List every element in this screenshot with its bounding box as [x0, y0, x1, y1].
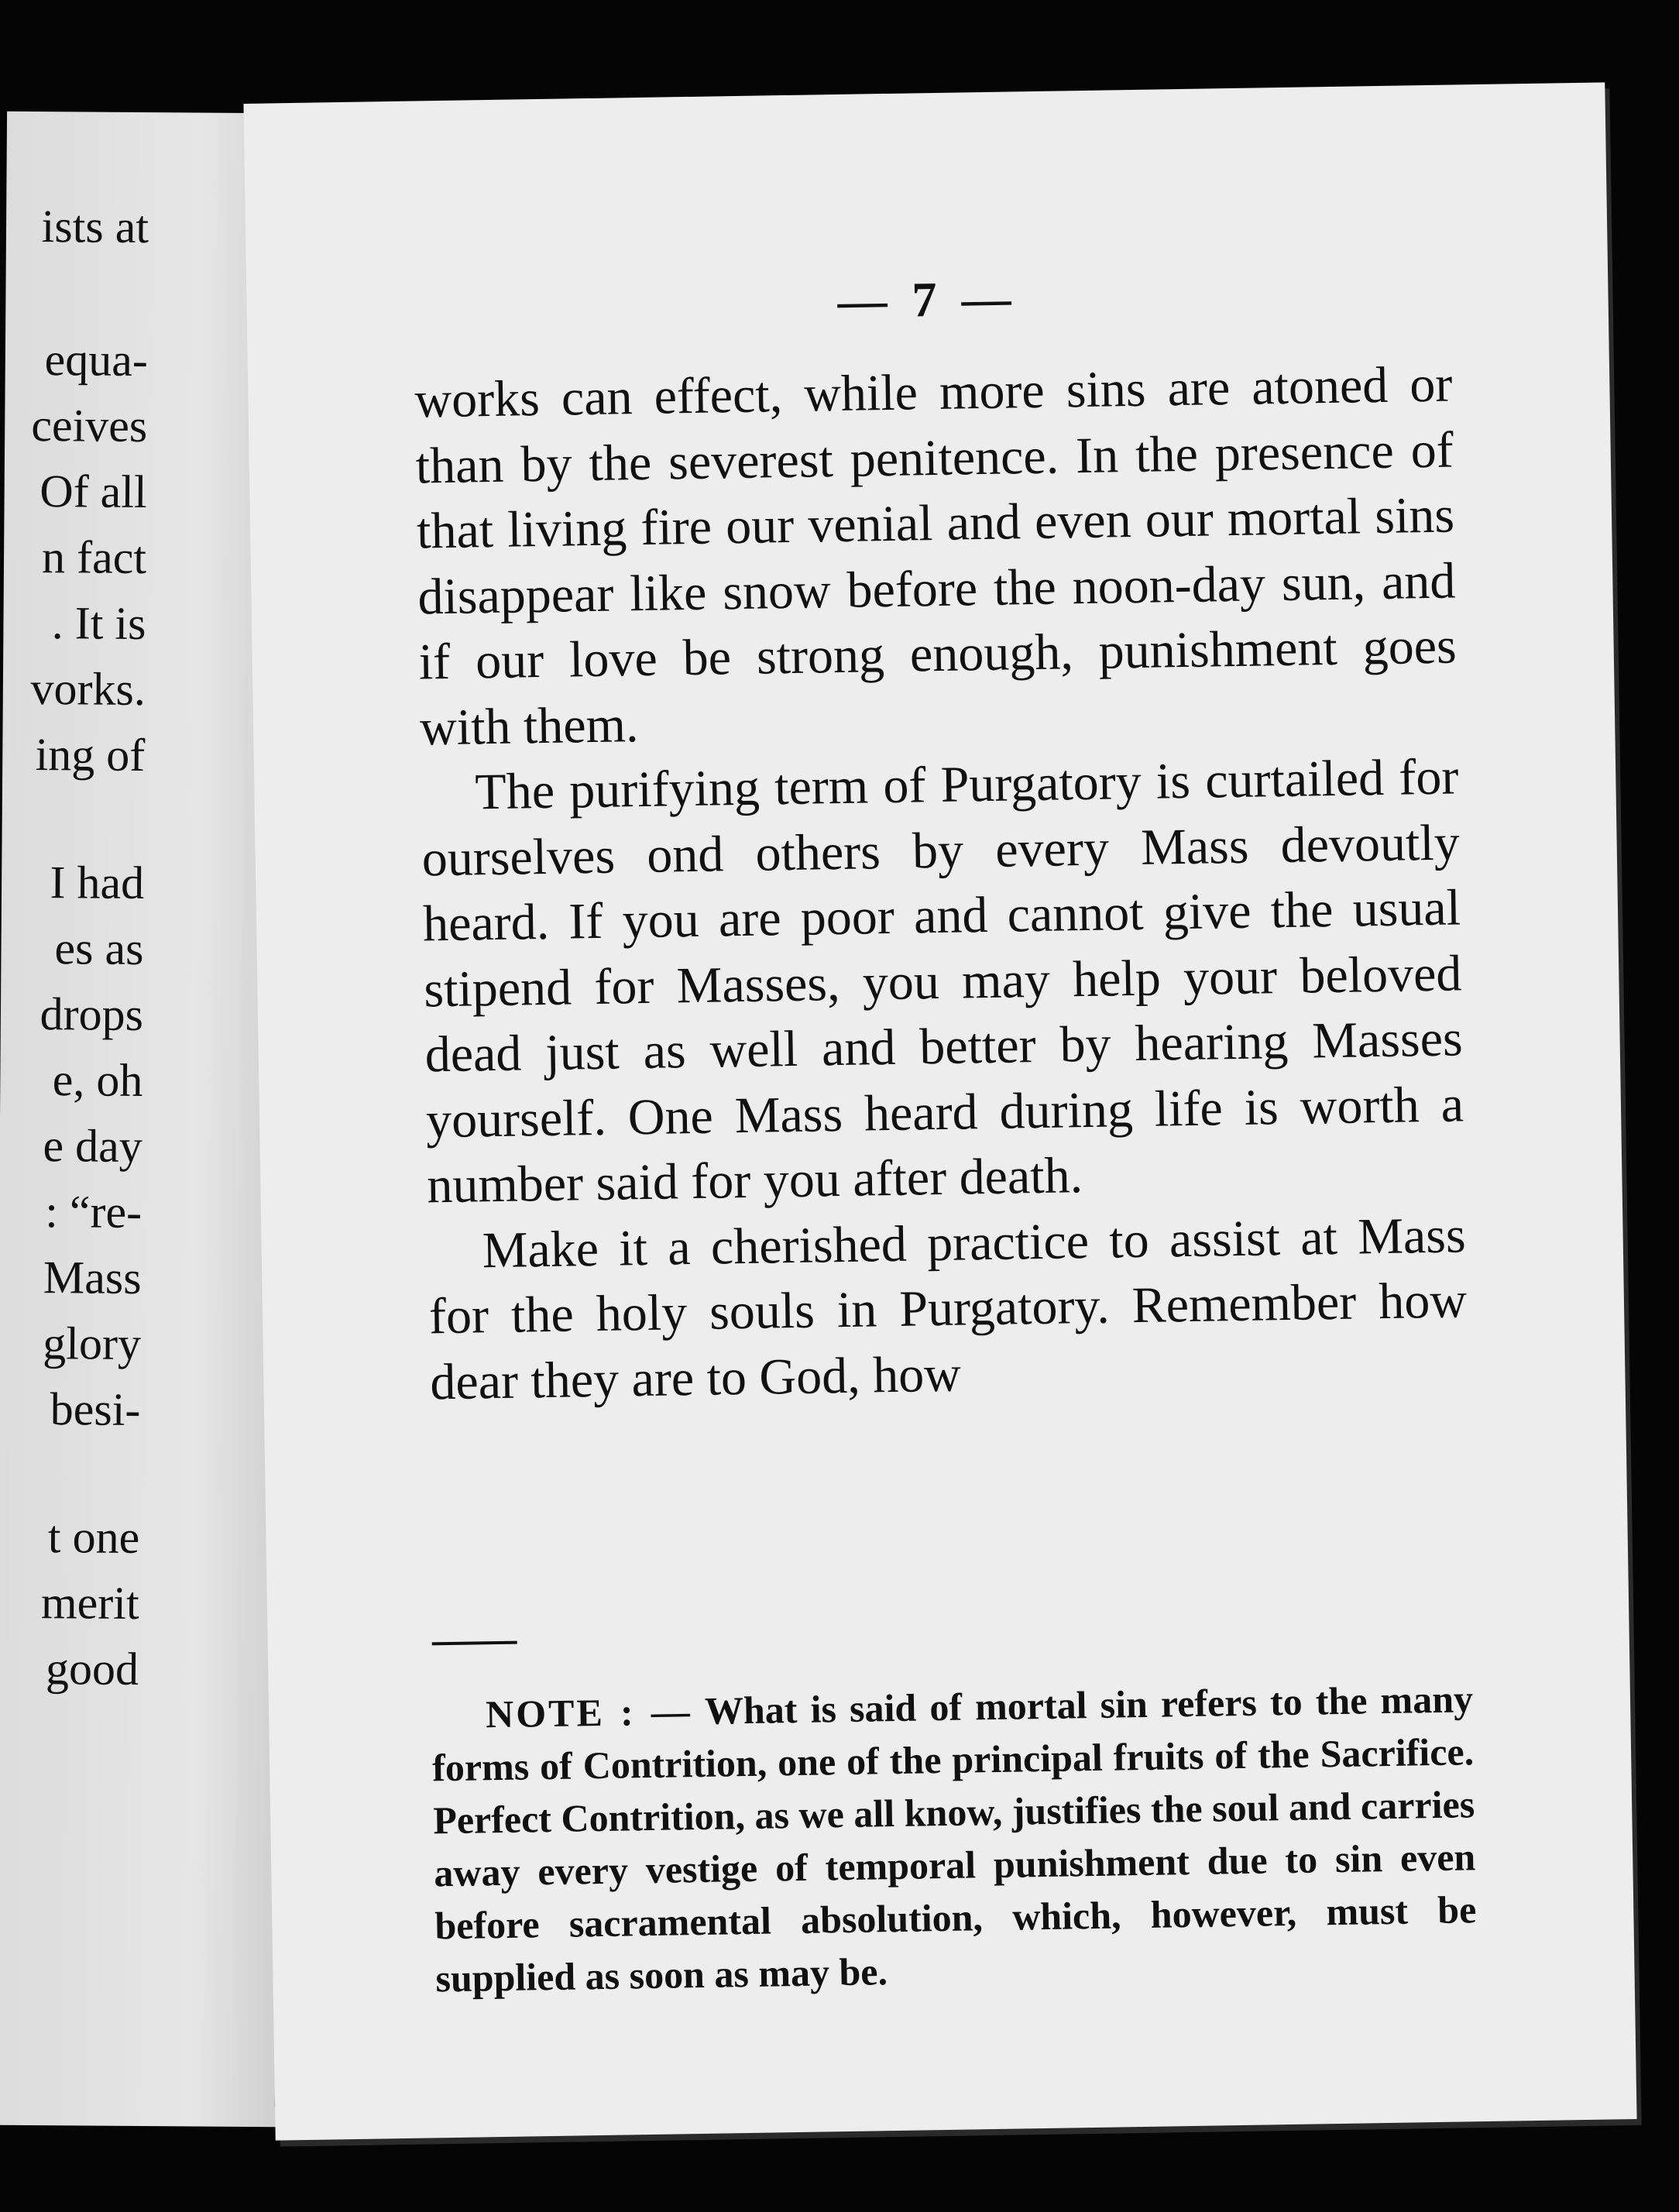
footnote-label: NOTE : — [485, 1689, 693, 1736]
left-page-line: good [45, 1643, 139, 1695]
footnote-paragraph [431, 1672, 1478, 2004]
left-page-line: merit [40, 1577, 139, 1629]
paragraph: The purifying term of Purgatory is curtailed for ourselves ond others by every Mass devoutly heard. If you are poor and cannot give the usual stipend for Masses, you may help your beloved dead just as well and better by hearing Masses yourself. One Mass heard during life is worth a number said for you after death. [421, 748, 1464, 1214]
left-page-line: ing of [35, 729, 146, 781]
body-text [414, 352, 1468, 1416]
left-page-line: t one [47, 1511, 140, 1563]
left-page-line: : “re- [45, 1186, 142, 1238]
left-page-line: . It is [51, 597, 146, 650]
footnote [431, 1672, 1478, 2004]
left-page-line: n fact [41, 531, 147, 584]
left-page-line: besi- [50, 1383, 141, 1435]
paragraph: Make it a cherished practice to assist at Mass for the holy souls in Purgatory. Remember how dear they are to God, how [428, 1206, 1468, 1410]
left-page-line: e, oh [52, 1054, 143, 1107]
left-page-line: ists at [41, 201, 149, 253]
right-page [243, 82, 1636, 2140]
page-number: — 7 — [836, 270, 1018, 328]
left-page-line: ceives [31, 399, 148, 452]
left-page-line: equa- [44, 334, 149, 386]
footnote-rule [432, 1641, 517, 1646]
left-page-line: Of all [39, 465, 147, 518]
paragraph: works can effect, while more sins are atoned or than by the severest penitence. In the presence of that living fire our venial and even our mortal sins disappear like snow before the noon-day sun, and if our love be strong enough, punishment goes with them. [414, 356, 1458, 756]
left-page-line: I had [50, 857, 145, 909]
left-page-line: es as [54, 922, 144, 975]
left-page-line: glory [43, 1317, 142, 1369]
left-page-line: e day [43, 1120, 142, 1172]
left-page-line: drops [39, 988, 144, 1041]
left-page-line: vorks. [30, 662, 146, 716]
footnote-text: What is said of mortal sin refers to the many forms of Contrition, one of the principal fruits of the Sacrifice. Perfect Contrition, as we all know, justifies the soul and carries away every vestige of temporal punishment due to sin even before sacramental absolution, which, however, must be supplied as soon as may be. [431, 1677, 1477, 2001]
left-page-line: Mass [43, 1252, 142, 1304]
